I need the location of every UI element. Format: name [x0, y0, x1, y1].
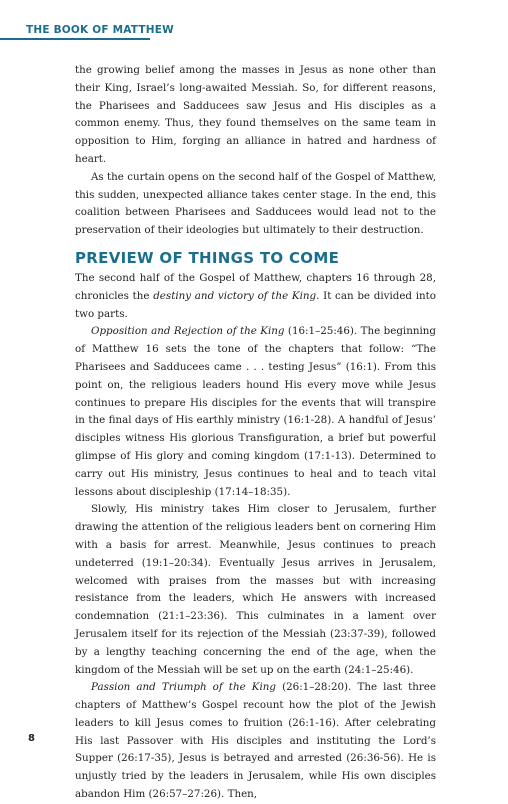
running-head	[0, 0, 508, 38]
part2-paragraph	[75, 679, 436, 804]
section-heading: PREVIEW OF THINGS TO COME	[75, 248, 340, 267]
lead-emphasis: destiny and victory of the King	[153, 289, 317, 302]
intro-paragraph-2: As the curtain opens on the second half of the Gospel of Matthew, this sudden, unexpected alliance takes center stage. In the end, this coalition between Pharisees and Sadducees would lead not to the preservation of their ideologies but ultimately to their destruction.	[75, 170, 436, 237]
part2-text: (26:1–28:20). The last three chapters of Matthew’s Gospel recount how the plot of the Jewish leaders to kill Jesus comes to fruition (26:1-16). After celebrating His last Passover with His disciples and instituting the Lord’s Supper (26:17-35), Jesus is betrayed and arrested (26:36-56). He is unjustly tried by the leaders in Jerusalem, while His own disciples abandon Him (26:57–27:26). Then,	[75, 681, 436, 801]
part2-title: Passion and Triumph of the King	[91, 681, 276, 694]
ministry-paragraph: Slowly, His ministry takes Him closer to Jerusalem, further drawing the attention of the religious leaders bent on cornering Him with a basis for arrest. Meanwhile, Jesus continues to preach undeterred (19:1–20:34). Eventually Jesus arrives in Jerusalem, welcomed with praises from the masses but with increasing resistance from the leaders, which He answers with increased condemnation (21:1–23:36). This culminates in a lament over Jerusalem itself for its rejection of the Messiah (23:37-39), followed by a lengthy teaching concerning the end of the age, when the kingdom of the Messiah will be set up on the earth (24:1–25:46).	[75, 503, 436, 676]
part1-title: Opposition and Rejection of the King	[91, 325, 285, 338]
book-title: THE BOOK OF MATTHEW	[26, 24, 174, 36]
page-body	[75, 62, 436, 804]
page-number: 8	[28, 733, 35, 744]
lead-text-before: The second half of the Gospel of Matthew, chapters 16 through 28, chronicles the	[75, 271, 436, 302]
intro-paragraph-1: the growing belief among the masses in Jesus as none other than their King, Israel’s long-awaited Messiah. So, for different reasons, the Pharisees and Sadducees saw Jesus and His disciples as a common enemy. Thus, they found themselves on the same team in opposition to Him, forging an alliance in hatred and hardness of heart.	[75, 64, 436, 165]
section-lead-paragraph	[75, 270, 436, 323]
part1-paragraph	[75, 323, 436, 501]
part1-text: (16:1–25:46). The beginning of Matthew 16 sets the tone of the chapters that follow: “The Pharisees and Sadducees came . . . testing Jesus” (16:1). From this point on, the religious leaders hound His every move while Jesus continues to prepare His disciples for the events that will transpire in the final days of His earthly ministry (16:1-28). A handful of Jesus’ disciples witness His glorious Transfiguration, a brief but powerful glimpse of His glory and coming kingdom (17:1-13). Determined to carry out His ministry, Jesus continues to heal and to teach vital lessons about discipleship (17:14–18:35).	[75, 325, 437, 498]
header-rule	[0, 38, 150, 40]
lead-text-after: . It can be divided into two parts.	[75, 289, 437, 320]
